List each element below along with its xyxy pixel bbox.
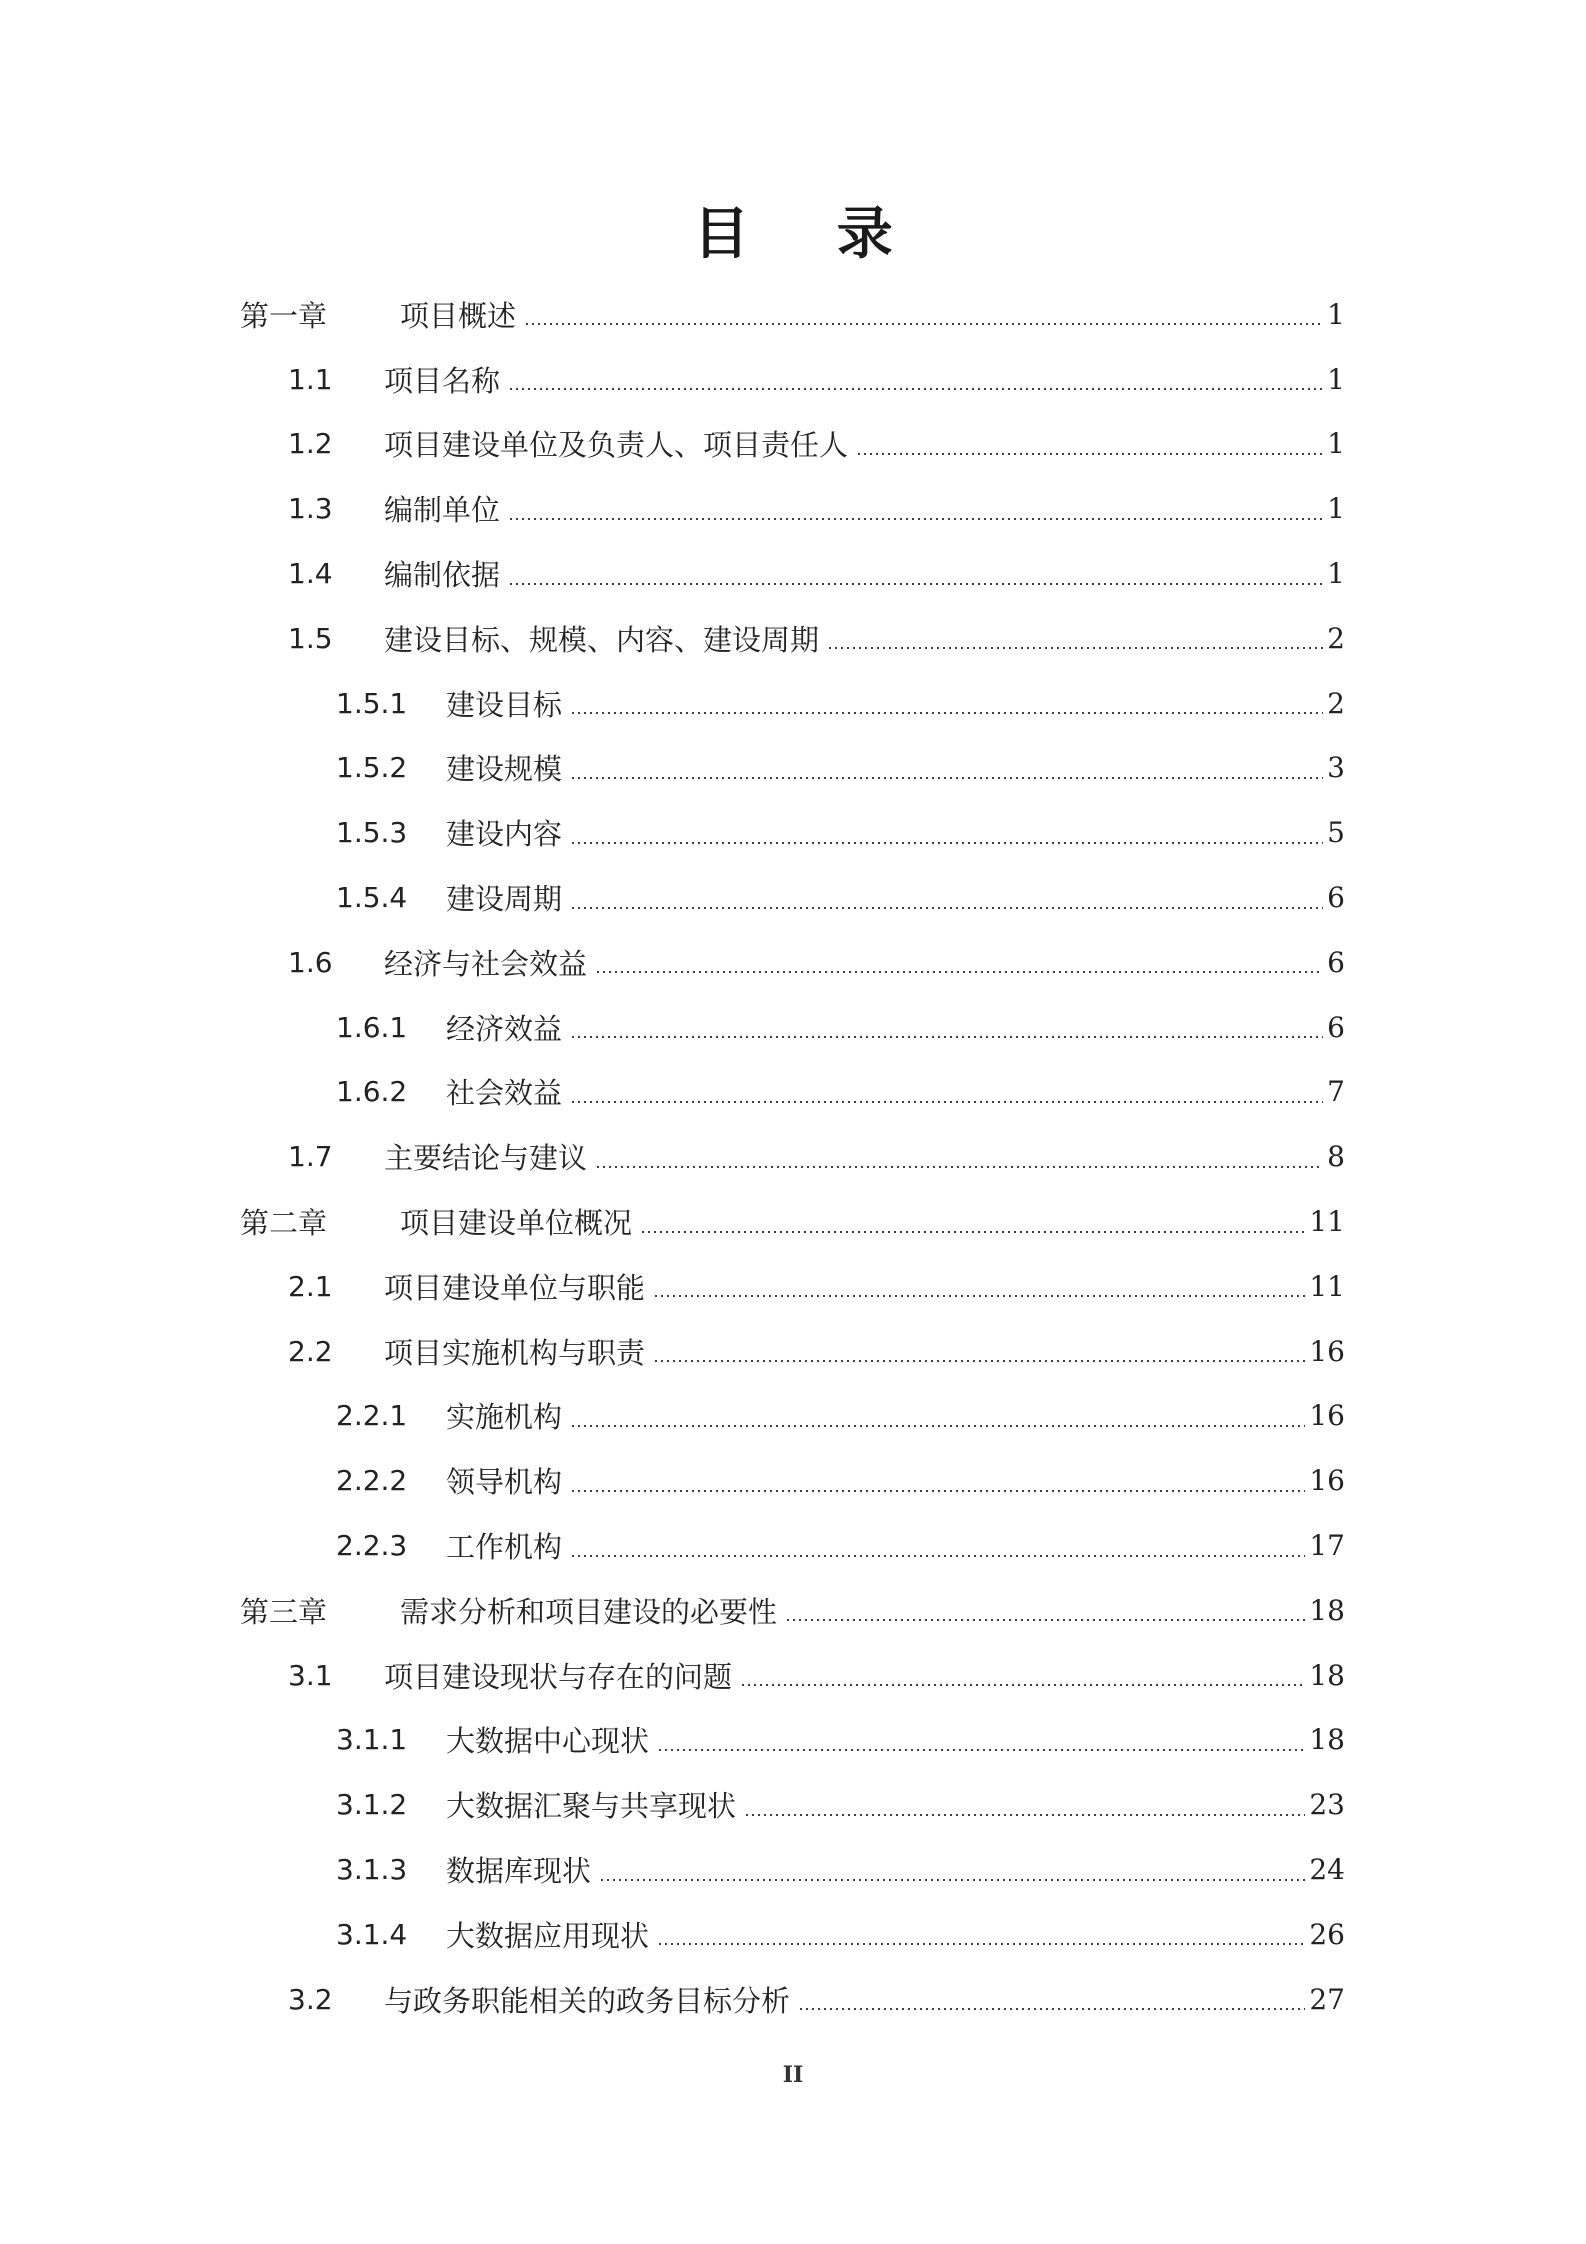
dot-leader bbox=[570, 1490, 1305, 1492]
toc-entry-label: 大数据中心现状 bbox=[446, 1724, 650, 1759]
toc-entry-label: 项目建设单位及负责人、项目责任人 bbox=[384, 428, 849, 463]
toc-entry-label: 项目建设单位与职能 bbox=[384, 1270, 646, 1305]
toc-entry-page: 18 bbox=[1309, 1593, 1345, 1627]
toc-entry-page: 17 bbox=[1309, 1529, 1345, 1563]
toc-entry-number: 1.5.2 bbox=[336, 751, 408, 785]
toc-entry[interactable] bbox=[0, 1189, 1586, 1254]
dot-leader bbox=[570, 907, 1323, 909]
toc-entry-number: 1.5.3 bbox=[336, 816, 408, 850]
toc-entry-page: 16 bbox=[1309, 1464, 1345, 1498]
toc-entry-page: 6 bbox=[1327, 881, 1345, 915]
toc-entry-page: 18 bbox=[1309, 1723, 1345, 1757]
dot-leader bbox=[856, 453, 1323, 455]
toc-entry-number: 1.7 bbox=[288, 1140, 333, 1174]
toc-entry[interactable] bbox=[0, 282, 1586, 347]
toc-entry-number: 3.1.2 bbox=[336, 1788, 408, 1822]
toc-entry-page: 8 bbox=[1327, 1140, 1345, 1174]
toc-entry-label: 建设内容 bbox=[446, 817, 563, 852]
table-of-contents bbox=[0, 282, 1586, 2032]
toc-entry-number: 第一章 bbox=[240, 298, 328, 333]
toc-entry-number: 3.1.1 bbox=[336, 1723, 408, 1757]
toc-entry-page: 1 bbox=[1327, 297, 1345, 331]
toc-entry-number: 1.2 bbox=[288, 427, 333, 461]
dot-leader bbox=[570, 712, 1323, 714]
toc-entry[interactable] bbox=[0, 1967, 1586, 2032]
toc-entry-page: 26 bbox=[1309, 1917, 1345, 1951]
toc-entry[interactable] bbox=[0, 412, 1586, 477]
toc-entry-page: 16 bbox=[1309, 1334, 1345, 1368]
toc-entry-label: 实施机构 bbox=[446, 1400, 563, 1435]
footer-page-number: II bbox=[782, 2062, 804, 2088]
toc-entry-label: 领导机构 bbox=[446, 1465, 563, 1500]
toc-entry-page: 23 bbox=[1309, 1788, 1345, 1822]
dot-leader bbox=[508, 583, 1323, 585]
dot-leader bbox=[570, 777, 1323, 779]
dot-leader bbox=[595, 971, 1323, 973]
toc-entry[interactable] bbox=[0, 930, 1586, 995]
dot-leader bbox=[740, 1684, 1305, 1686]
toc-entry-label: 建设规模 bbox=[446, 752, 563, 787]
dot-leader bbox=[570, 842, 1323, 844]
dot-leader bbox=[640, 1231, 1305, 1233]
toc-entry-label: 项目概述 bbox=[400, 298, 517, 333]
toc-entry-label: 社会效益 bbox=[446, 1076, 563, 1111]
toc-entry-label: 经济与社会效益 bbox=[384, 946, 588, 981]
toc-entry-number: 1.5.4 bbox=[336, 881, 408, 915]
toc-entry-label: 主要结论与建议 bbox=[384, 1141, 588, 1176]
toc-entry-number: 1.1 bbox=[288, 362, 333, 396]
toc-entry-label: 编制依据 bbox=[384, 558, 501, 593]
toc-entry-number: 2.1 bbox=[288, 1269, 333, 1303]
toc-entry[interactable] bbox=[0, 1060, 1586, 1125]
toc-entry-number: 2.2.1 bbox=[336, 1399, 408, 1433]
toc-entry-number: 1.5 bbox=[288, 621, 333, 655]
toc-entry-page: 11 bbox=[1309, 1269, 1345, 1303]
toc-entry-label: 数据库现状 bbox=[446, 1854, 592, 1889]
toc-entry-number: 2.2 bbox=[288, 1334, 333, 1368]
toc-entry-label: 建设目标 bbox=[446, 687, 563, 722]
toc-entry[interactable] bbox=[0, 1578, 1586, 1643]
toc-entry-label: 编制单位 bbox=[384, 493, 501, 528]
toc-entry[interactable] bbox=[0, 865, 1586, 930]
toc-entry[interactable] bbox=[0, 1124, 1586, 1189]
dot-leader bbox=[744, 1814, 1305, 1816]
toc-entry-number: 1.3 bbox=[288, 492, 333, 526]
toc-entry-number: 1.6.1 bbox=[336, 1010, 408, 1044]
toc-entry-page: 1 bbox=[1327, 557, 1345, 591]
toc-entry[interactable] bbox=[0, 800, 1586, 865]
toc-entry-number: 1.6 bbox=[288, 945, 333, 979]
toc-entry-page: 6 bbox=[1327, 945, 1345, 979]
toc-entry-number: 1.6.2 bbox=[336, 1075, 408, 1109]
toc-entry[interactable] bbox=[0, 736, 1586, 801]
toc-entry-page: 1 bbox=[1327, 492, 1345, 526]
toc-entry[interactable] bbox=[0, 1319, 1586, 1384]
toc-entry-label: 工作机构 bbox=[446, 1530, 563, 1565]
dot-leader bbox=[595, 1166, 1323, 1168]
dot-leader bbox=[657, 1749, 1305, 1751]
toc-entry[interactable] bbox=[0, 671, 1586, 736]
dot-leader bbox=[653, 1360, 1305, 1362]
toc-entry-label: 项目名称 bbox=[384, 363, 501, 398]
toc-entry[interactable] bbox=[0, 541, 1586, 606]
page-title: 目 录 bbox=[693, 202, 927, 267]
toc-entry-number: 2.2.3 bbox=[336, 1529, 408, 1563]
toc-entry-page: 2 bbox=[1327, 621, 1345, 655]
toc-entry[interactable] bbox=[0, 1708, 1586, 1773]
toc-entry-label: 与政务职能相关的政务目标分析 bbox=[384, 1983, 791, 2018]
dot-leader bbox=[570, 1101, 1323, 1103]
toc-entry[interactable] bbox=[0, 347, 1586, 412]
toc-entry-page: 24 bbox=[1309, 1853, 1345, 1887]
dot-leader bbox=[508, 388, 1323, 390]
toc-entry[interactable] bbox=[0, 476, 1586, 541]
dot-leader bbox=[570, 1425, 1305, 1427]
toc-entry-label: 大数据汇聚与共享现状 bbox=[446, 1789, 737, 1824]
toc-entry[interactable] bbox=[0, 1772, 1586, 1837]
toc-entry-page: 7 bbox=[1327, 1075, 1345, 1109]
toc-entry[interactable] bbox=[0, 1254, 1586, 1319]
dot-leader bbox=[570, 1036, 1323, 1038]
toc-entry-page: 1 bbox=[1327, 427, 1345, 461]
toc-entry-label: 建设目标、规模、内容、建设周期 bbox=[384, 622, 820, 657]
toc-entry-page: 27 bbox=[1309, 1982, 1345, 2016]
toc-entry[interactable] bbox=[0, 1513, 1586, 1578]
dot-leader bbox=[599, 1879, 1305, 1881]
dot-leader bbox=[798, 2008, 1305, 2010]
toc-entry-label: 项目建设现状与存在的问题 bbox=[384, 1659, 733, 1694]
toc-entry[interactable] bbox=[0, 1837, 1586, 1902]
toc-entry-page: 16 bbox=[1309, 1399, 1345, 1433]
toc-entry-label: 需求分析和项目建设的必要性 bbox=[400, 1594, 778, 1629]
toc-entry-page: 6 bbox=[1327, 1010, 1345, 1044]
toc-entry[interactable] bbox=[0, 1384, 1586, 1449]
dot-leader bbox=[827, 647, 1323, 649]
dot-leader bbox=[657, 1943, 1305, 1945]
toc-entry-number: 3.1.4 bbox=[336, 1917, 408, 1951]
toc-entry-label: 大数据应用现状 bbox=[446, 1918, 650, 1953]
dot-leader bbox=[570, 1555, 1305, 1557]
toc-entry[interactable] bbox=[0, 1643, 1586, 1708]
toc-entry-label: 经济效益 bbox=[446, 1011, 563, 1046]
toc-entry[interactable] bbox=[0, 1448, 1586, 1513]
dot-leader bbox=[653, 1295, 1305, 1297]
toc-entry-page: 2 bbox=[1327, 686, 1345, 720]
toc-entry-number: 3.2 bbox=[288, 1982, 333, 2016]
toc-entry[interactable] bbox=[0, 995, 1586, 1060]
toc-entry[interactable] bbox=[0, 1902, 1586, 1967]
toc-entry[interactable] bbox=[0, 606, 1586, 671]
toc-entry-label: 建设周期 bbox=[446, 882, 563, 917]
toc-entry-number: 1.5.1 bbox=[336, 686, 408, 720]
toc-entry-number: 1.4 bbox=[288, 557, 333, 591]
toc-entry-page: 3 bbox=[1327, 751, 1345, 785]
toc-entry-page: 11 bbox=[1309, 1205, 1345, 1239]
dot-leader bbox=[524, 323, 1323, 325]
toc-entry-label: 项目实施机构与职责 bbox=[384, 1335, 646, 1370]
toc-entry-page: 18 bbox=[1309, 1658, 1345, 1692]
dot-leader bbox=[785, 1619, 1305, 1621]
toc-entry-number: 3.1.3 bbox=[336, 1853, 408, 1887]
toc-entry-page: 5 bbox=[1327, 816, 1345, 850]
toc-entry-number: 第二章 bbox=[240, 1206, 328, 1241]
toc-entry-number: 3.1 bbox=[288, 1658, 333, 1692]
toc-entry-page: 1 bbox=[1327, 362, 1345, 396]
dot-leader bbox=[508, 518, 1323, 520]
toc-entry-number: 2.2.2 bbox=[336, 1464, 408, 1498]
toc-entry-number: 第三章 bbox=[240, 1594, 328, 1629]
toc-entry-label: 项目建设单位概况 bbox=[400, 1206, 633, 1241]
